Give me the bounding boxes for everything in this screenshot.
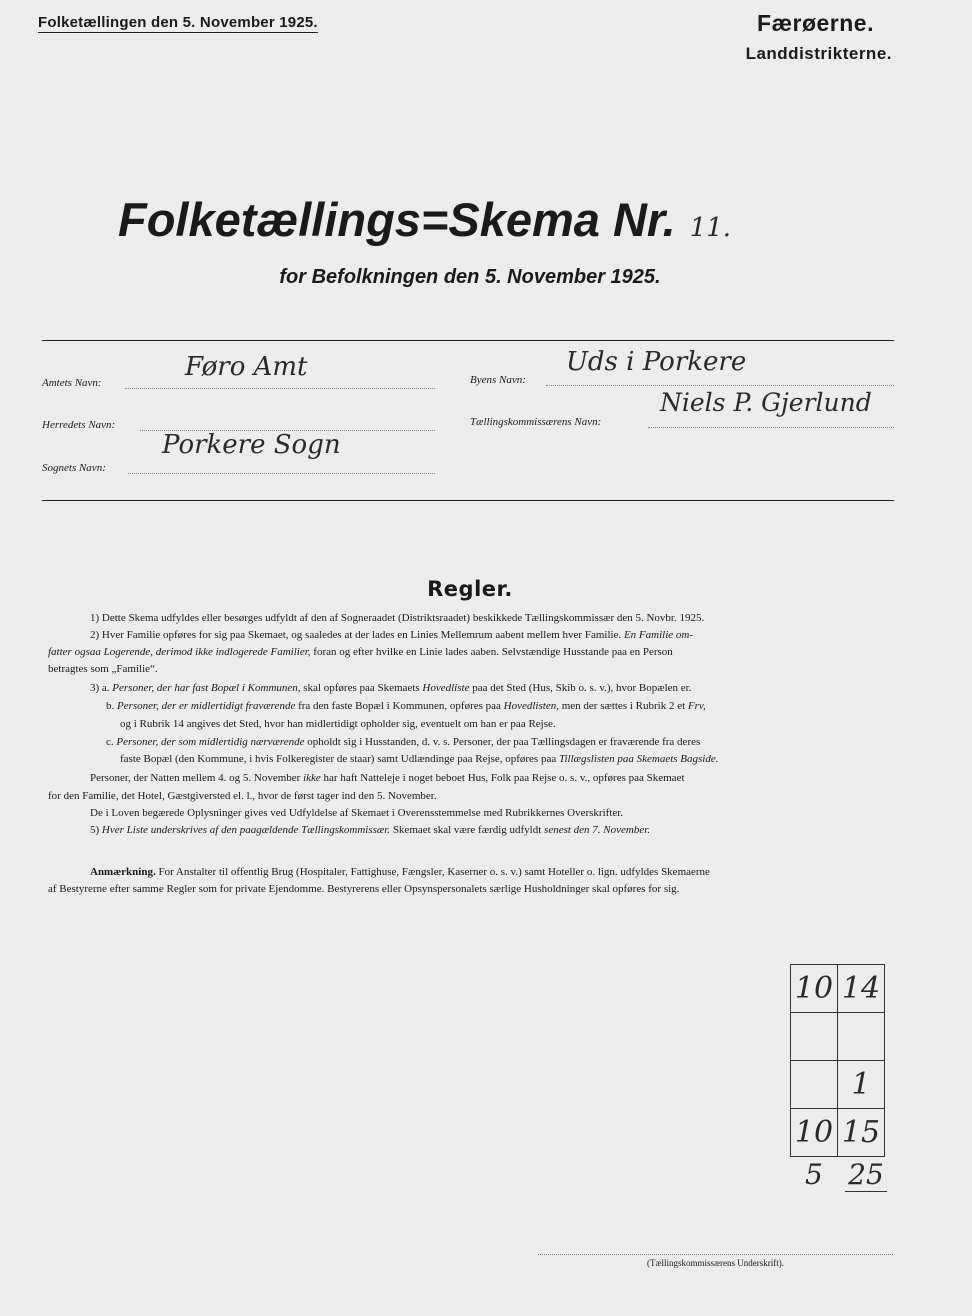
tally-cell[interactable]: 15	[838, 1109, 885, 1157]
by-label: Byens Navn:	[470, 374, 526, 386]
form-title-text: Folketællings=Skema Nr.	[118, 193, 676, 246]
district-header: Landdistrikterne.	[745, 44, 892, 63]
rule-3b-cont: og i Rubrik 14 angives det Sted, hvor han midlertidigt opholder sig, eventuelt om han er paa Rejse.	[120, 718, 556, 730]
rule-3c: c. Personer, der som midlertidig nærværende opholdt sig i Husstanden, d. v. s. Personer, der paa Tællingsdagen er fraværende fra deres	[106, 736, 701, 748]
tally-cell[interactable]	[838, 1013, 885, 1061]
sogn-label: Sognets Navn:	[42, 462, 106, 474]
by-value[interactable]: Uds i Porkere	[566, 347, 747, 377]
rule-3b: b. Personer, der er midlertidigt fraværende fra den faste Bopæl i Kommunen, opføres paa Hovedlisten, men der sættes i Rubrik 2 et Frv,	[106, 700, 706, 712]
tally-cell[interactable]: 14	[838, 965, 885, 1013]
form-subtitle: for Befolkningen den 5. November 1925.	[279, 266, 661, 288]
amt-label: Amtets Navn:	[42, 377, 102, 389]
signature-line[interactable]	[538, 1254, 893, 1255]
sogn-line	[128, 473, 435, 474]
rule-2-end: betragtes som „Familie“.	[48, 663, 158, 675]
kommissaer-label: Tællingskommissærens Navn:	[470, 416, 602, 428]
field-top-rule	[42, 340, 894, 341]
field-bottom-rule	[42, 500, 894, 501]
rules-heading: Regler.	[427, 577, 513, 601]
tally-cell[interactable]	[791, 1061, 838, 1109]
signature-label: (Tællingskommissærens Underskrift).	[647, 1258, 784, 1268]
tally-cell[interactable]: 10	[791, 1109, 838, 1157]
rule-4-cont: for den Familie, det Hotel, Gæstgiversted el. l., hvor de først tager ind den 5. November.	[48, 790, 437, 802]
tally-row	[791, 965, 885, 1013]
rule-3c-cont: faste Bopæl (den Kommune, i hvis Folkeregister de staar) samt Udlændinge paa Rejse, opføres paa Tillægslisten paa Skemaets Bagside.	[120, 753, 719, 765]
tally-total-left: 5	[805, 1158, 823, 1191]
rule-1: 1) Dette Skema udfyldes eller besørges udfyldt af den af Sogneraadet (Distriktsraadet) beskikkede Tællingskommissær den 5. Novbr. 1925.	[90, 612, 705, 624]
kommissaer-line	[648, 427, 894, 428]
tally-row	[791, 1109, 885, 1157]
by-line	[546, 385, 894, 386]
herred-label: Herredets Navn:	[42, 419, 116, 431]
note-label: Anmærkning.	[90, 866, 156, 878]
tally-table	[790, 964, 885, 1157]
region-header: Færøerne.	[757, 10, 874, 36]
tally-cell[interactable]: 1	[838, 1061, 885, 1109]
form-number: 11.	[689, 213, 732, 243]
amt-value[interactable]: Føro Amt	[185, 352, 308, 382]
kommissaer-value[interactable]: Niels P. Gjerlund	[660, 388, 872, 417]
amt-line	[125, 388, 435, 389]
sogn-value[interactable]: Porkere Sogn	[162, 430, 341, 460]
rule-5: 5) Hver Liste underskrives af den paagældende Tællingskommissær. Skemaet skal være færdig udfyldt senest den 7. November.	[90, 824, 651, 836]
tally-row	[791, 1061, 885, 1109]
census-date-header: Folketællingen den 5. November 1925.	[38, 14, 318, 31]
note-line-2: af Bestyrerne efter samme Regler som for private Ejendomme. Bestyrerens eller Opsynspersonalets særlige Husholdninger skal opføres for sig.	[48, 883, 680, 895]
tally-cell[interactable]: 10	[791, 965, 838, 1013]
rule-law: De i Loven begærede Oplysninger gives ved Udfyldelse af Skemaet i Overensstemmelse med Rubrikkernes Overskrifter.	[90, 807, 624, 819]
tally-row	[791, 1013, 885, 1061]
rule-2-cont: fatter ogsaa Logerende, derimod ikke indlogerede Familier, foran og efter hvilke en Linie lades aaben. Selvstændige Husstande paa en Person	[48, 646, 673, 658]
rule-4: Personer, der Natten mellem 4. og 5. November ikke har haft Natteleje i noget beboet Hus, Folk paa Rejse o. s. v., opføres paa Skemaet	[90, 772, 685, 784]
tally-cell[interactable]	[791, 1013, 838, 1061]
rule-2: 2) Hver Familie opføres for sig paa Skemaet, og saaledes at der lades en Linies Mellemrum aabent mellem hver Familie. En Familie om-	[90, 629, 693, 641]
tally-total-right: 25	[845, 1158, 887, 1192]
rule-3a: 3) a. Personer, der har fast Bopæl i Kommunen, skal opføres paa Skemaets Hovedliste paa det Sted (Hus, Skib o. s. v.), hvor Bopælen er.	[90, 682, 692, 694]
note-line-1: Anmærkning. For Anstalter til offentlig Brug (Hospitaler, Fattighuse, Fængsler, Kaserner o. s. v.) samt Hoteller o. lign. udfyldes Skemaerne	[90, 866, 710, 878]
form-title	[118, 192, 731, 247]
